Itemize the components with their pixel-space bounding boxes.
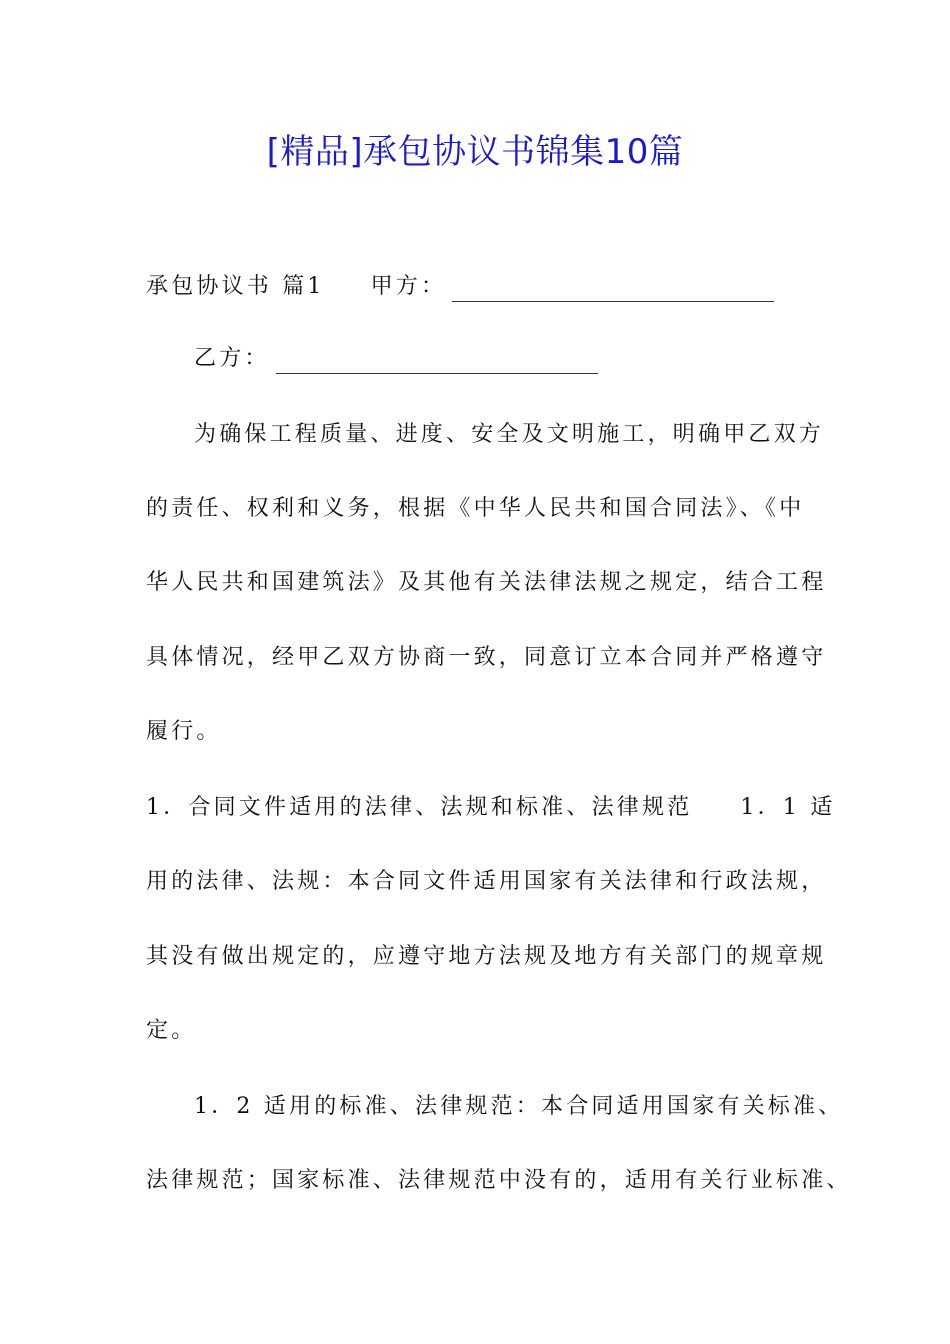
party-b-label: 乙方： <box>194 346 270 371</box>
paragraph-line: 华人民共和国建筑法》及其他有关法律法规之规定，结合工程 <box>146 570 827 595</box>
party-b-row <box>194 344 598 374</box>
clause-line: 定。 <box>146 1018 197 1043</box>
clause-1-heading: 1．合同文件适用的法律、法规和标准、法律规范 <box>146 795 693 820</box>
paragraph-line: 为确保工程质量、进度、安全及文明施工，明确甲乙双方 <box>194 422 825 447</box>
party-a-label: 甲方： <box>370 274 447 299</box>
party-a-blank <box>452 275 774 302</box>
paragraph-line: 的责任、权利和义务，根据《中华人民共和国合同法》、《中 <box>146 496 805 521</box>
clause-line: 其没有做出规定的，应遵守地方法规及地方有关部门的规章规 <box>146 944 827 969</box>
section-heading: 承包协议书 篇1 <box>146 274 325 299</box>
paragraph-line: 具体情况，经甲乙双方协商一致，同意订立本合同并严格遵守 <box>146 645 827 670</box>
clause-1-row <box>146 793 835 823</box>
paragraph-line: 履行。 <box>146 719 222 744</box>
section-heading-row <box>146 272 774 302</box>
clause-line: 法律规范；国家标准、法律规范中没有的，适用有关行业标准、 <box>146 1168 852 1193</box>
clause-1-1-start: 1．1 适 <box>740 795 836 820</box>
party-b-blank <box>276 347 598 374</box>
document-title: [精品]承包协议书锦集10篇 <box>266 132 684 172</box>
clause-line: 用的法律、法规：本合同文件适用国家有关法律和行政法规， <box>146 869 827 894</box>
clause-line: 1．2 适用的标准、法律规范：本合同适用国家有关标准、 <box>194 1094 844 1119</box>
